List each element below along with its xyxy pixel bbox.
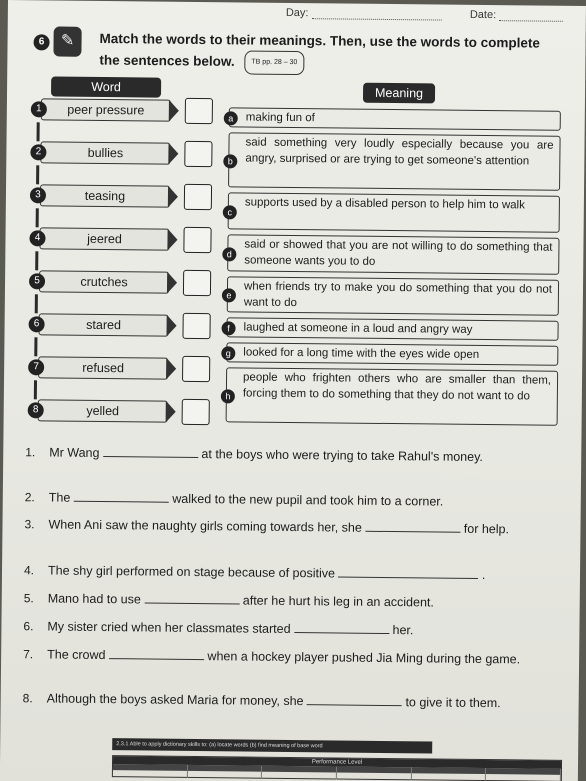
word-label: peer pressure bbox=[41, 98, 171, 121]
answer-blank[interactable] bbox=[338, 565, 478, 578]
word-column-header: Word bbox=[51, 76, 161, 97]
word-row bbox=[28, 354, 198, 382]
question-text-after: for help. bbox=[463, 521, 510, 537]
meaning-row bbox=[226, 317, 558, 340]
section-instruction bbox=[99, 29, 579, 78]
word-number-badge: 6 bbox=[29, 316, 45, 332]
word-label: jeered bbox=[39, 227, 169, 250]
meaning-letter-badge: c bbox=[223, 205, 237, 219]
meaning-letter-badge: h bbox=[221, 389, 235, 403]
meaning-text: people who frighten others who are smaller than them, forcing them to do something that they do not want to do bbox=[242, 371, 552, 402]
day-label: Day: bbox=[285, 6, 309, 20]
meaning-letter-badge: a bbox=[224, 111, 238, 125]
meaning-column-header: Meaning bbox=[363, 83, 435, 104]
question-item bbox=[24, 489, 561, 511]
question-item bbox=[23, 646, 559, 668]
match-answer-box[interactable] bbox=[183, 227, 211, 253]
word-arrow bbox=[168, 143, 178, 165]
section-number-badge: 6 bbox=[33, 34, 49, 50]
word-row bbox=[30, 182, 200, 210]
word-label: refused bbox=[38, 356, 168, 379]
question-text-after: her. bbox=[392, 623, 414, 638]
day-field bbox=[286, 7, 442, 21]
word-arrow bbox=[168, 186, 178, 208]
question-text-before: Although the boys asked Maria for money, she bbox=[46, 691, 304, 709]
meaning-row bbox=[226, 367, 559, 425]
date-blank[interactable] bbox=[499, 20, 563, 22]
question-number: 6. bbox=[23, 619, 34, 634]
word-arrow bbox=[167, 229, 177, 251]
meaning-row bbox=[228, 192, 560, 232]
word-arrow bbox=[167, 272, 177, 294]
question-text-before: The bbox=[48, 490, 71, 505]
match-answer-box[interactable] bbox=[182, 313, 210, 339]
match-answer-box[interactable] bbox=[183, 270, 211, 296]
date-field bbox=[470, 9, 563, 22]
meaning-text: laughed at someone in a loud and angry way bbox=[243, 321, 473, 336]
question-number: 2. bbox=[24, 490, 35, 505]
answer-blank[interactable] bbox=[365, 520, 460, 533]
meaning-text: supports used by a disabled person to help him to walk bbox=[244, 196, 525, 212]
match-answer-box[interactable] bbox=[185, 98, 213, 124]
performance-level-table bbox=[112, 755, 562, 781]
question-text-after: to give it to them. bbox=[405, 695, 501, 711]
question-text-after: when a hockey player pushed Jia Ming during the game. bbox=[207, 649, 521, 667]
question-number: 8. bbox=[22, 691, 33, 706]
question-text-after: walked to the new pupil and took him to a corner. bbox=[172, 491, 444, 509]
meaning-letter-badge: b bbox=[223, 154, 237, 168]
question-item bbox=[23, 590, 560, 612]
match-answer-box[interactable] bbox=[184, 141, 212, 167]
answer-blank[interactable] bbox=[144, 591, 239, 604]
word-number-badge: 1 bbox=[31, 101, 47, 117]
learning-standard-bar: 2.3.1 Able to apply dictionary skills to: (a) locate words (b) find meaning of base word bbox=[112, 738, 432, 753]
word-number-badge: 7 bbox=[28, 359, 44, 375]
meaning-text: when friends try to make you do something that you do not want to do bbox=[243, 280, 553, 309]
question-item bbox=[24, 516, 560, 538]
match-answer-box[interactable] bbox=[182, 356, 210, 382]
word-number-badge: 4 bbox=[29, 230, 45, 246]
word-arrow bbox=[166, 315, 176, 337]
meaning-row bbox=[227, 234, 559, 274]
meaning-letter-badge: f bbox=[222, 321, 236, 335]
question-text-before: The crowd bbox=[47, 647, 106, 663]
answer-blank[interactable] bbox=[74, 490, 169, 503]
answer-blank[interactable] bbox=[294, 621, 389, 634]
question-item bbox=[22, 690, 559, 712]
question-number: 3. bbox=[24, 517, 35, 532]
question-item bbox=[23, 618, 559, 640]
meaning-letter-badge: g bbox=[221, 346, 235, 360]
word-number-badge: 8 bbox=[28, 402, 44, 418]
question-text-after: at the boys who were trying to take Rahul's money. bbox=[201, 447, 484, 464]
word-row bbox=[29, 225, 199, 253]
meaning-row bbox=[226, 342, 558, 365]
question-number: 5. bbox=[23, 591, 34, 606]
question-text-before: The shy girl performed on stage because of positive bbox=[47, 563, 336, 581]
answer-blank[interactable] bbox=[103, 445, 198, 458]
word-label: crutches bbox=[39, 270, 169, 293]
meaning-row bbox=[227, 276, 559, 315]
instruction-line-2: the sentences below. bbox=[99, 52, 235, 69]
word-row bbox=[28, 311, 198, 339]
word-label: yelled bbox=[38, 399, 168, 422]
meaning-letter-badge: d bbox=[222, 247, 236, 261]
meaning-row bbox=[229, 107, 561, 130]
word-arrow bbox=[166, 358, 176, 380]
question-text-before: When Ani saw the naughty girls coming towards her, she bbox=[48, 517, 362, 535]
answer-blank[interactable] bbox=[307, 693, 402, 706]
word-label: bullies bbox=[40, 141, 170, 164]
answer-blank[interactable] bbox=[109, 647, 204, 660]
activity-icon: ✎ bbox=[53, 26, 81, 56]
meaning-text: making fun of bbox=[245, 111, 315, 125]
word-arrow bbox=[169, 100, 179, 122]
match-answer-box[interactable] bbox=[182, 399, 210, 425]
word-row bbox=[29, 268, 199, 296]
performance-level-header: Performance Level bbox=[113, 756, 561, 769]
meaning-row bbox=[228, 132, 561, 190]
meaning-text: said something very loudly especially because you are angry, surprised or are trying to get someone's attention bbox=[245, 136, 554, 167]
question-text-before: Mano had to use bbox=[47, 591, 141, 607]
word-label: teasing bbox=[40, 184, 170, 207]
meaning-text: said or showed that you are not willing to do something that someone wants you to do bbox=[244, 238, 553, 268]
word-row bbox=[28, 397, 198, 425]
word-arrow bbox=[166, 401, 176, 423]
word-number-badge: 2 bbox=[30, 144, 46, 160]
word-row bbox=[30, 139, 200, 167]
question-number: 4. bbox=[23, 563, 35, 578]
match-answer-box[interactable] bbox=[184, 184, 212, 210]
question-item bbox=[23, 562, 560, 584]
meaning-text: looked for a long time with the eyes wide open bbox=[243, 346, 480, 361]
question-text-after: . bbox=[481, 567, 486, 583]
question-text-before: Mr Wang bbox=[49, 445, 100, 460]
question-text-after: after he hurt his leg in an accident. bbox=[242, 593, 434, 610]
textbook-ref-badge: TB pp. 28 – 30 bbox=[244, 50, 304, 75]
word-number-badge: 5 bbox=[29, 273, 45, 289]
question-item bbox=[25, 444, 561, 466]
instruction-line-1: Match the words to their meanings. Then, use the words to complete bbox=[99, 30, 540, 51]
word-row bbox=[31, 96, 201, 124]
date-label: Date: bbox=[469, 8, 497, 22]
question-number: 1. bbox=[25, 445, 36, 460]
word-label: stared bbox=[38, 313, 168, 336]
day-blank[interactable] bbox=[312, 18, 442, 20]
word-number-badge: 3 bbox=[30, 187, 46, 203]
question-number: 7. bbox=[23, 647, 34, 662]
meaning-letter-badge: e bbox=[222, 288, 236, 302]
question-text-before: My sister cried when her classmates started bbox=[47, 619, 291, 636]
